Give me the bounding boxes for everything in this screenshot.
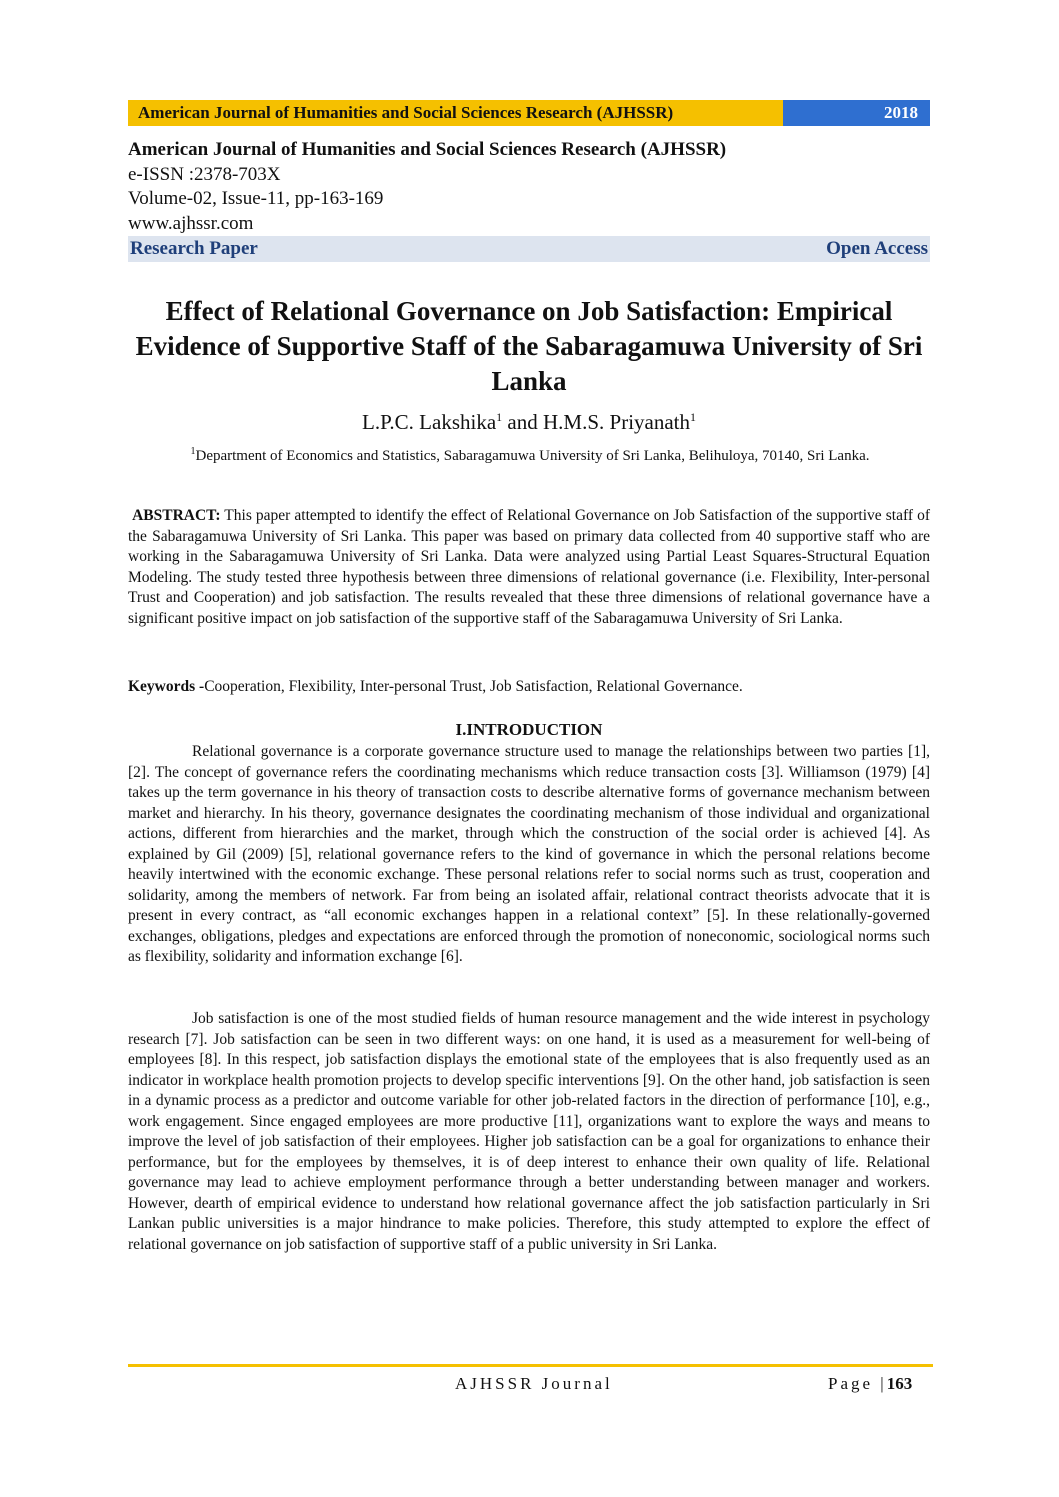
intro-paragraph-2 [128, 1009, 930, 1255]
page-number: 163 [886, 1374, 913, 1393]
affiliation-text: Department of Economics and Statistics, Sabaragamuwa University of Sri Lanka, Belihuloya, 70140, Sri Lanka. [195, 448, 870, 464]
journal-banner-year: 2018 [783, 100, 930, 126]
journal-name: American Journal of Humanities and Social Sciences Research (AJHSSR) [128, 139, 727, 160]
volume-issue: Volume-02, Issue-11, pp-163-169 [128, 188, 384, 209]
section-heading-introduction: I.INTRODUCTION [455, 720, 603, 739]
paper-type: Research Paper [130, 238, 258, 259]
paper-type-ribbon [128, 236, 930, 262]
journal-header-banner [128, 100, 930, 126]
paper-title: Effect of Relational Governance on Job Satisfaction: Empirical Evidence of Supportive Staff of the Sabaragamuwa University of Sri Lanka [135, 296, 923, 396]
author-1-affiliation-mark: 1 [496, 410, 503, 424]
footer-page [828, 1374, 912, 1394]
author-2-affiliation-mark: 1 [690, 410, 696, 424]
intro-paragraph-1 [128, 742, 930, 968]
abstract-text: This paper attempted to identify the effect of Relational Governance on Job Satisfaction of the supportive staff of the Sabaragamuwa University of Sri Lanka. This paper was based on primary data collected from 40 supportive staff who are working in the Sabaragamuwa University of Sri Lanka. Data were analyzed using Partial Least Squares-Structural Equation Modeling. The study tested three hypothesis between three dimensions of relational governance (i.e. Flexibility, Inter-personal Trust and Cooperation) and job satisfaction. The results revealed that these three dimensions of relational governance have a significant positive impact on job satisfaction of the supportive staff of the Sabaragamuwa University of Sri Lanka. [128, 507, 930, 627]
issn: e-ISSN :2378-703X [128, 163, 281, 185]
keywords-label: Keywords - [128, 678, 205, 695]
author-1: L.P.C. Lakshika [362, 410, 497, 434]
intro-paragraph-2-text: Job satisfaction is one of the most studied fields of human resource management and the wide interest in psychology research [7]. Job satisfaction can be seen in two different ways: on one hand, it is used as a measurement for well-being of employees [8]. In this respect, job satisfaction displays the emotional state of the employees that is also frequently used as an indicator in workplace health promotion projects to develop specific interventions [9]. On the other hand, job satisfaction is seen in a dynamic process as a predictor and outcome variable for other job-related factors in the direction of performance [10], e.g., work engagement. Since engaged employees are more productive [11], organizations want to explore the ways and means to improve the level of job satisfaction of their employees. Higher job satisfaction can be a goal for organizations to enhance their performance, but for the employees by themselves, it is of deep interest to enhance their own quality of life. Relational governance may lead to achieve employment performance through a better understanding between manager and workers. However, dearth of empirical evidence to understand how relational governance affect the job satisfaction particularly in Sri Lankan public universities is a major hindrance to make policies. Therefore, this study attempted to explore the effect of relational governance on job satisfaction of supportive staff of a public university in Sri Lanka. [128, 1010, 930, 1253]
keywords [128, 678, 930, 696]
abstract [128, 506, 930, 629]
journal-website[interactable]: www.ajhssr.com [128, 212, 254, 234]
footer-journal: AJHSSR Journal [455, 1374, 613, 1393]
intro-paragraph-1-text: Relational governance is a corporate governance structure used to manage the relationships between two parties [1], [2]. The concept of governance refers the coordinating mechanisms which reduce transaction costs [3]. Williamson (1979) [4] takes up the term governance in his theory of transaction costs to describe alternative forms of governance mechanism between market and hierarchy. In his theory, governance designates the coordinating mechanism of those individual and organizational actions, different from hierarchies and the market, through which the construction of the social order is achieved [4]. As explained by Gil (2009) [5], relational governance refers to the kind of governance in which the personal relations become heavily intertwined with the economic exchange. These personal relations refer to social norms such as trust, cooperation and solidarity, among the members of network. Far from being an isolated affair, relational contract theorists advocate that it is present in every contract, as “all economic exchanges happen in a relational context” [5]. In these relationally-governed exchanges, obligations, pledges and expectations are enforced through the promotion of noneconomic, sociological norms such as flexibility, solidarity and information exchange [6]. [128, 743, 930, 965]
affiliation-mark: 1 [190, 446, 196, 457]
affiliation [150, 442, 910, 466]
footer-divider [128, 1364, 933, 1367]
footer-page-label: Page | [828, 1374, 887, 1393]
journal-banner-title: American Journal of Humanities and Social Sciences Research (AJHSSR) [128, 100, 783, 126]
author-2: H.M.S. Priyanath [543, 410, 690, 434]
access-type: Open Access [826, 238, 928, 259]
author-connector: and [502, 410, 543, 434]
keywords-text: Cooperation, Flexibility, Inter-personal Trust, Job Satisfaction, Relational Governance. [204, 678, 743, 695]
abstract-label: ABSTRACT: [132, 507, 221, 524]
author-list [128, 410, 930, 435]
journal-meta [128, 138, 930, 236]
